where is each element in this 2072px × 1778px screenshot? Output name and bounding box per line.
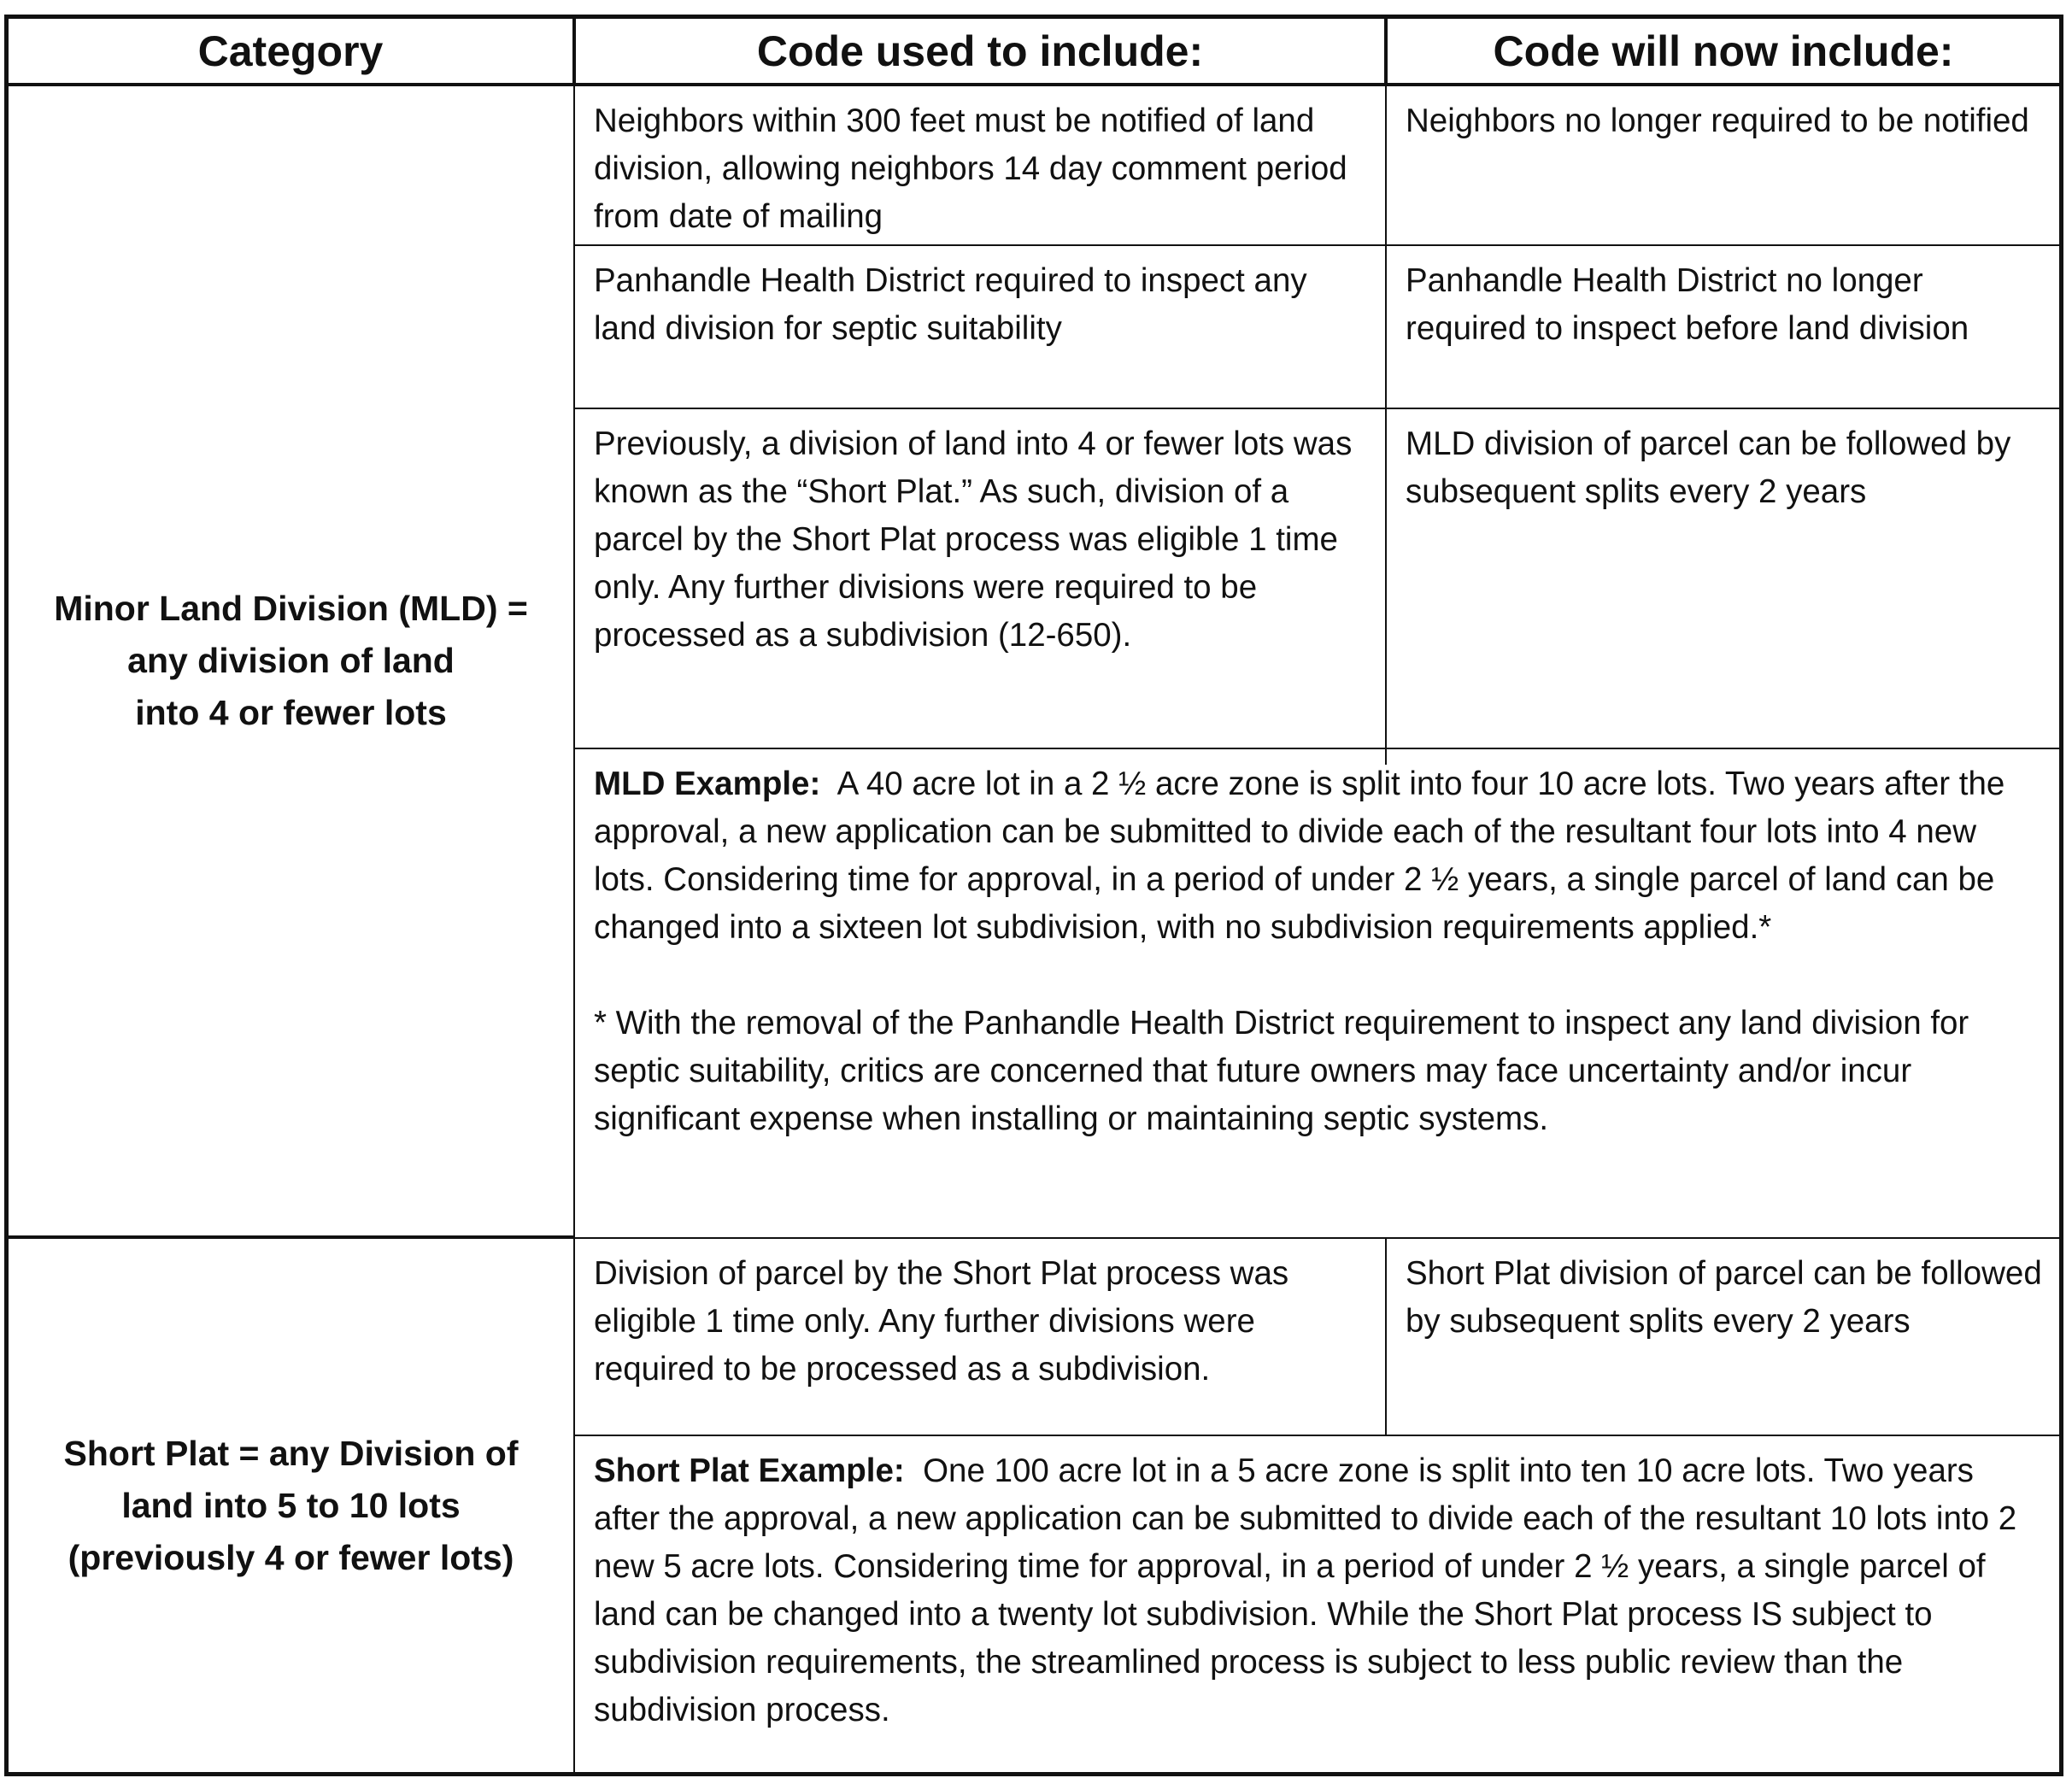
category-line: land into 5 to 10 lots bbox=[121, 1485, 461, 1525]
category-line: (previously 4 or fewer lots) bbox=[68, 1537, 514, 1577]
mld-new-notification: Neighbors no longer required to be notified bbox=[1406, 103, 2029, 139]
mld-old-health-inspection: Panhandle Health District required to inspect any land division for septic suitability bbox=[594, 262, 1307, 347]
short-plat-old: Division of parcel by the Short Plat process was eligible 1 time only. Any further divisions were required to be processed as a subdivision. bbox=[594, 1255, 1289, 1388]
mld-example-paragraph bbox=[594, 760, 2042, 952]
short-plat-example bbox=[575, 1436, 2059, 1772]
category-short-plat bbox=[9, 1239, 573, 1772]
mld-new-health-inspection: Panhandle Health District no longer required to inspect before land division bbox=[1406, 262, 1969, 347]
comparison-table bbox=[4, 15, 2063, 1776]
mld-new-subsequent-splits: MLD division of parcel can be followed by subsequent splits every 2 years bbox=[1406, 425, 2011, 510]
mld-example-text: A 40 acre lot in a 2 ½ acre zone is split into four 10 acre lots. Two years after the approval, a new application can be submitted to divide each of the resultant four lots into 4 new lots. Considering time for approval, in a period of under 2 ½ years, a single parcel of land can be changed into a sixteen lot subdivision, with no subdivision requirements applied.* bbox=[594, 766, 2005, 946]
mld-footnote: * With the removal of the Panhandle Health District requirement to inspect any land division for septic suitability, critics are concerned that future owners may face uncertainty and/or incur significant expense when installing or maintaining septic systems. bbox=[594, 1005, 1969, 1137]
short-plat-example-text: One 100 acre lot in a 5 acre zone is split into ten 10 acre lots. Two years after the approval, a new application can be submitted to divide each of the resultant 10 lots into 2 new 5 acre lots. Considering time for approval, in a period of under 2 ½ years, a single parcel of land can be changed into a twenty lot subdivision. While the Short Plat process IS subject to subdivision requirements, the streamlined process is subject to less public review than the subdivision process. bbox=[594, 1452, 2017, 1728]
category-minor-land-division bbox=[9, 86, 573, 1235]
mld-old-notification: Neighbors within 300 feet must be notified of land division, allowing neighbors 14 day comment period from date of mailing bbox=[594, 103, 1347, 235]
category-line: Short Plat = any Division of bbox=[63, 1433, 519, 1473]
header-code-will-now-include: Code will now include: bbox=[1493, 26, 1954, 75]
header-category: Category bbox=[197, 26, 384, 75]
category-line: any division of land bbox=[127, 641, 455, 680]
category-line: into 4 or fewer lots bbox=[135, 693, 447, 732]
mld-old-short-plat-history: Previously, a division of land into 4 or fewer lots was known as the “Short Plat.” As such, division of a parcel by the Short Plat process was eligible 1 time only. Any further divisions were required to be processed as a subdivision (12-650). bbox=[594, 425, 1353, 654]
short-plat-example-label: Short Plat Example: bbox=[594, 1452, 905, 1489]
mld-example-label: MLD Example: bbox=[594, 766, 821, 802]
short-plat-new: Short Plat division of parcel can be followed by subsequent splits every 2 years bbox=[1406, 1255, 2042, 1340]
mld-example bbox=[575, 749, 2059, 1235]
category-line: Minor Land Division (MLD) = bbox=[54, 589, 528, 628]
short-plat-example-paragraph bbox=[594, 1447, 2042, 1734]
header-code-used-to-include: Code used to include: bbox=[756, 26, 1204, 75]
